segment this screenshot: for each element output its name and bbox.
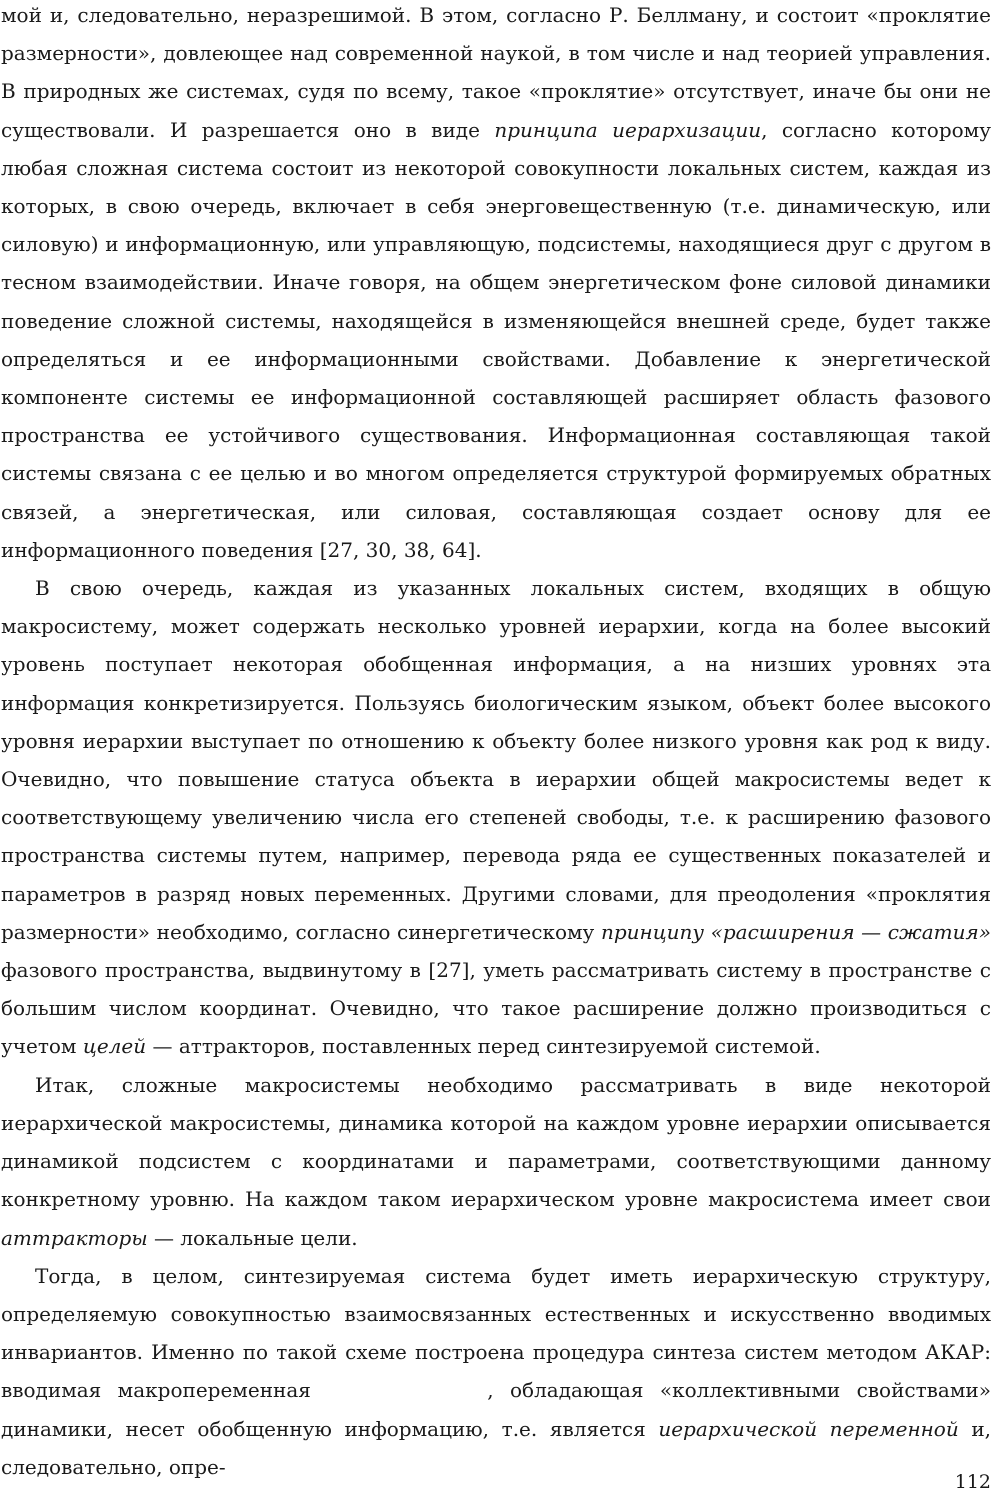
emphasized-term: иерархической переменной <box>658 1416 959 1441</box>
text-run: Тогда, в целом, синтезируемая система будет иметь иерархическую структуру, определяемую совокупностью взаимосвязанных естественных и искусственно вводимых инвариантов. Именно по такой схеме построена процедура синтеза систем методом АКАР: вводимая макропеременная <box>1 1263 991 1403</box>
text-run: и, следовательно, опре- <box>1 1416 992 1479</box>
paragraph <box>1 569 991 1066</box>
page-number: 112 <box>954 1471 991 1493</box>
body-text <box>1 0 991 1486</box>
text-run: — аттракторов, поставленных перед синтезируемой системой. <box>146 1034 821 1059</box>
text-run: — локальные цели. <box>147 1225 358 1250</box>
emphasized-term: принципа иерархизации <box>494 117 762 142</box>
text-run: В свою очередь, каждая из указанных локальных систем, входящих в общую макросистему, может содержать несколько уровней иерархии, когда на более высокий уровень поступает некоторая обобщенная информация, а на низших уровнях эта информация конкретизируется. Пользуясь биологическим языком, объект более высокого уровня иерархии выступает по отношению к объекту более низкого уровня как род к виду. Очевидно, что повышение статуса объекта в иерархии общей макросистемы ведет к соответствующему увеличению числа его степеней свободы, т.е. к расширению фазового пространства системы путем, например, перевода ряда ее существенных показателей и параметров в разряд новых переменных. Другими словами, для преодоления «проклятия размерности» необходимо, согласно синергетическому <box>1 576 991 944</box>
text-run: мой и, следовательно, неразрешимой. В этом, согласно Р. Беллману, и состоит «проклятие размерности», довлеющее над современной наукой, в том числе и над теорией управления. В природных же системах, судя по всему, такое «проклятие» отсутствует, иначе бы они не существовали. И разрешается оно в виде <box>1 3 991 142</box>
emphasized-term: принципу «расширения — сжатия» <box>600 919 991 944</box>
text-run: Итак, сложные макросистемы необходимо рассматривать в виде некоторой иерархической макросистемы, динамика которой на каждом уровне иерархии описывается динамикой подсистем с координатами и параметрами, соответствующими данному конкретному уровню. На каждом таком иерархическом уровне макросистема имеет свои <box>1 1072 991 1212</box>
text-run: , согласно которому любая сложная система состоит из некоторой совокупности локальных систем, каждая из которых, в свою очередь, включает в себя энерговещественную (т.е. динамическую, или силовую) и информационную, или управляющую, подсистемы, находящиеся друг с другом в тесном взаимодействии. Иначе говоря, на общем энергетическом фоне силовой динамики поведение сложной системы, находящейся в изменяющейся внешней среде, будет также определяться и ее информационными свойствами. Добавление к энергетической компоненте системы ее информационной составляющей расширяет область фазового пространства ее устойчивого существования. Информационная составляющая такой системы связана с ее целью и во многом определяется структурой формируемых обратных связей, а энергетическая, или силовая, составляющая создает основу для ее информационного поведения [27, 30, 38, 64]. <box>1 117 991 562</box>
emphasized-term: аттракторы <box>1 1225 148 1250</box>
emphasized-term: целей <box>82 1034 147 1059</box>
paragraph <box>1 1257 991 1486</box>
text-run: фазового пространства, выдвинутому в [27], уметь рассматривать систему в пространстве с большим числом координат. Очевидно, что такое расширение должно производиться с учетом <box>1 958 991 1059</box>
paragraph <box>1 1066 991 1257</box>
paragraph <box>1 0 991 569</box>
text-run: , обладающая «коллективными свойствами» динамики, несет обобщенную информацию, т.е. является <box>1 1378 991 1441</box>
